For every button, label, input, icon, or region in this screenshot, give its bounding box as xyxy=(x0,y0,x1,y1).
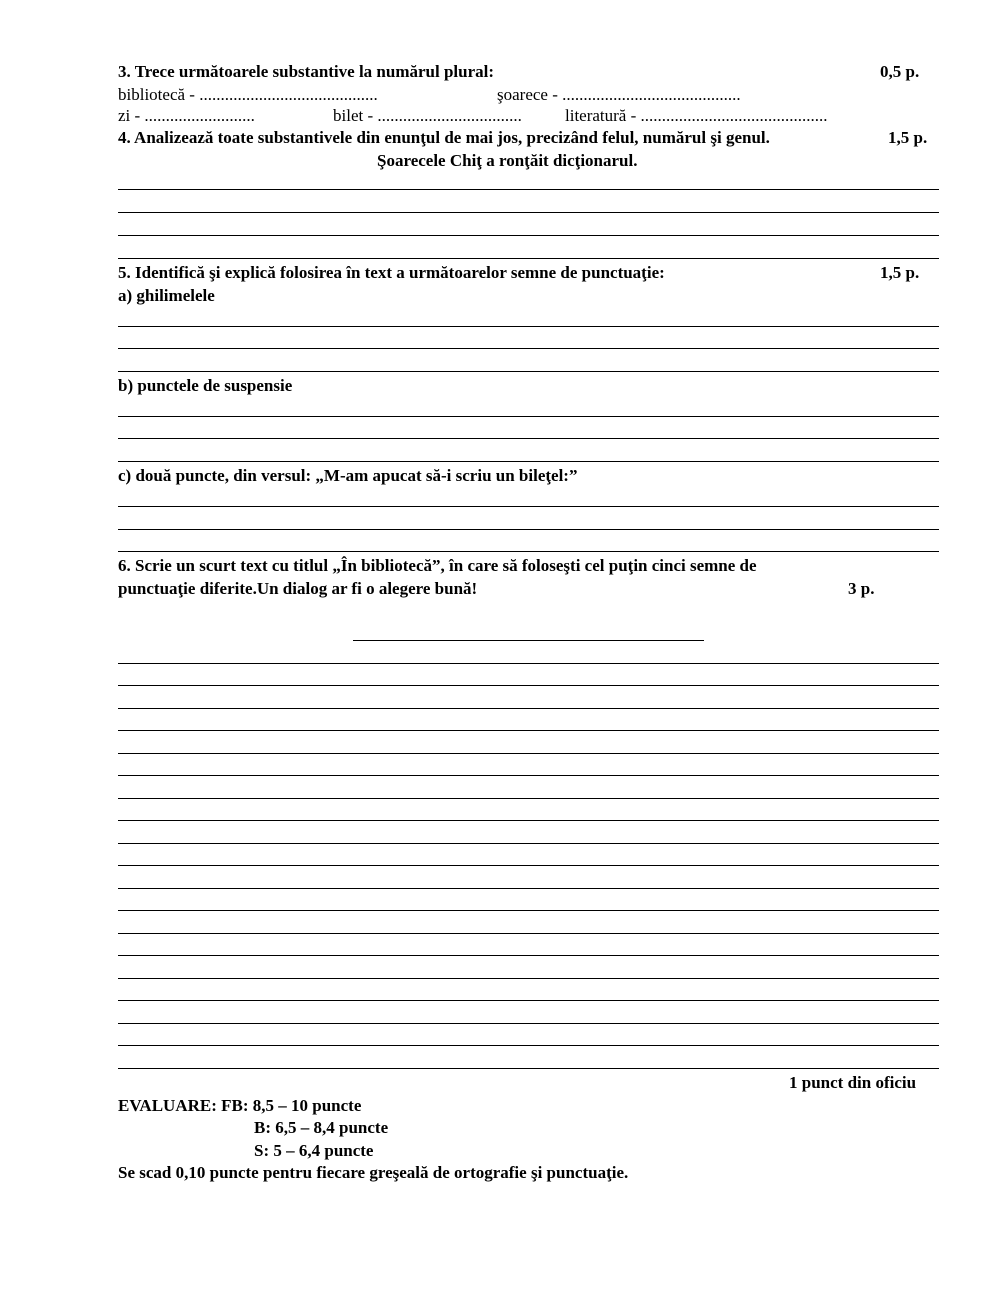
question-5b-label: b) punctele de suspensie xyxy=(118,376,293,395)
question-5a-label: a) ghilimelele xyxy=(118,286,215,305)
question-5-points: 1,5 p. xyxy=(880,263,920,282)
plural-item-soarece[interactable]: şoarece - .......................................... xyxy=(497,85,741,104)
essay-line[interactable] xyxy=(118,730,939,731)
answer-line[interactable] xyxy=(118,438,939,439)
plural-item-zi[interactable]: zi - .......................... xyxy=(118,106,255,125)
essay-line[interactable] xyxy=(118,1023,939,1024)
question-4-title: 4. Analizează toate substantivele din enunţul de mai jos, precizând felul, numărul şi genul. xyxy=(118,128,770,147)
answer-line[interactable] xyxy=(118,416,939,417)
essay-line[interactable] xyxy=(118,888,939,889)
oficiu-note: 1 punct din oficiu xyxy=(789,1073,917,1092)
plural-item-biblioteca[interactable]: bibliotecă - .......................................... xyxy=(118,85,378,104)
answer-line[interactable] xyxy=(118,506,939,507)
essay-line[interactable] xyxy=(118,753,939,754)
essay-line[interactable] xyxy=(118,843,939,844)
answer-line[interactable] xyxy=(118,189,939,190)
answer-line[interactable] xyxy=(118,348,939,349)
evaluation-b: B: 6,5 – 8,4 puncte xyxy=(254,1118,389,1137)
question-6-points: 3 p. xyxy=(848,579,875,598)
answer-line[interactable] xyxy=(118,326,939,327)
essay-line[interactable] xyxy=(118,1000,939,1001)
essay-line[interactable] xyxy=(118,775,939,776)
answer-line[interactable] xyxy=(118,529,939,530)
question-5-title: 5. Identifică şi explică folosirea în text a următoarelor semne de punctuaţie: xyxy=(118,263,665,282)
essay-line[interactable] xyxy=(118,933,939,934)
question-6-title-line1: 6. Scrie un scurt text cu titlul „În bibliotecă”, în care să foloseşti cel puţin cinci semne de xyxy=(118,556,757,575)
evaluation-note: Se scad 0,10 puncte pentru fiecare greşeală de ortografie şi punctuaţie. xyxy=(118,1163,629,1182)
answer-line[interactable] xyxy=(118,371,939,372)
essay-line[interactable] xyxy=(118,663,939,664)
answer-line[interactable] xyxy=(118,212,939,213)
essay-line[interactable] xyxy=(118,910,939,911)
essay-line[interactable] xyxy=(118,798,939,799)
plural-item-bilet[interactable]: bilet - .................................. xyxy=(333,106,522,125)
essay-title-line[interactable] xyxy=(353,640,704,641)
essay-line[interactable] xyxy=(118,955,939,956)
answer-line[interactable] xyxy=(118,235,939,236)
essay-line[interactable] xyxy=(118,820,939,821)
question-5c-label: c) două puncte, din versul: „M-am apucat să-i scriu un bileţel:” xyxy=(118,466,578,485)
essay-line[interactable] xyxy=(118,978,939,979)
essay-line[interactable] xyxy=(118,708,939,709)
question-3-points: 0,5 p. xyxy=(880,62,920,81)
answer-line[interactable] xyxy=(118,551,939,552)
plural-item-literatura[interactable]: literatură - ............................................ xyxy=(565,106,828,125)
answer-line[interactable] xyxy=(118,461,939,462)
question-3-title: 3. Trece următoarele substantive la numărul plural: xyxy=(118,62,495,81)
essay-line[interactable] xyxy=(118,865,939,866)
essay-line[interactable] xyxy=(118,685,939,686)
question-4-sentence: Şoarecele Chiţ a ronţăit dicţionarul. xyxy=(377,151,638,170)
question-4-points: 1,5 p. xyxy=(888,128,928,147)
evaluation-s: S: 5 – 6,4 puncte xyxy=(254,1141,374,1160)
essay-line[interactable] xyxy=(118,1068,939,1069)
answer-line[interactable] xyxy=(118,258,939,259)
evaluation-fb: EVALUARE: FB: 8,5 – 10 puncte xyxy=(118,1096,362,1115)
question-6-title-line2: punctuaţie diferite.Un dialog ar fi o alegere bună! xyxy=(118,579,478,598)
essay-line[interactable] xyxy=(118,1045,939,1046)
